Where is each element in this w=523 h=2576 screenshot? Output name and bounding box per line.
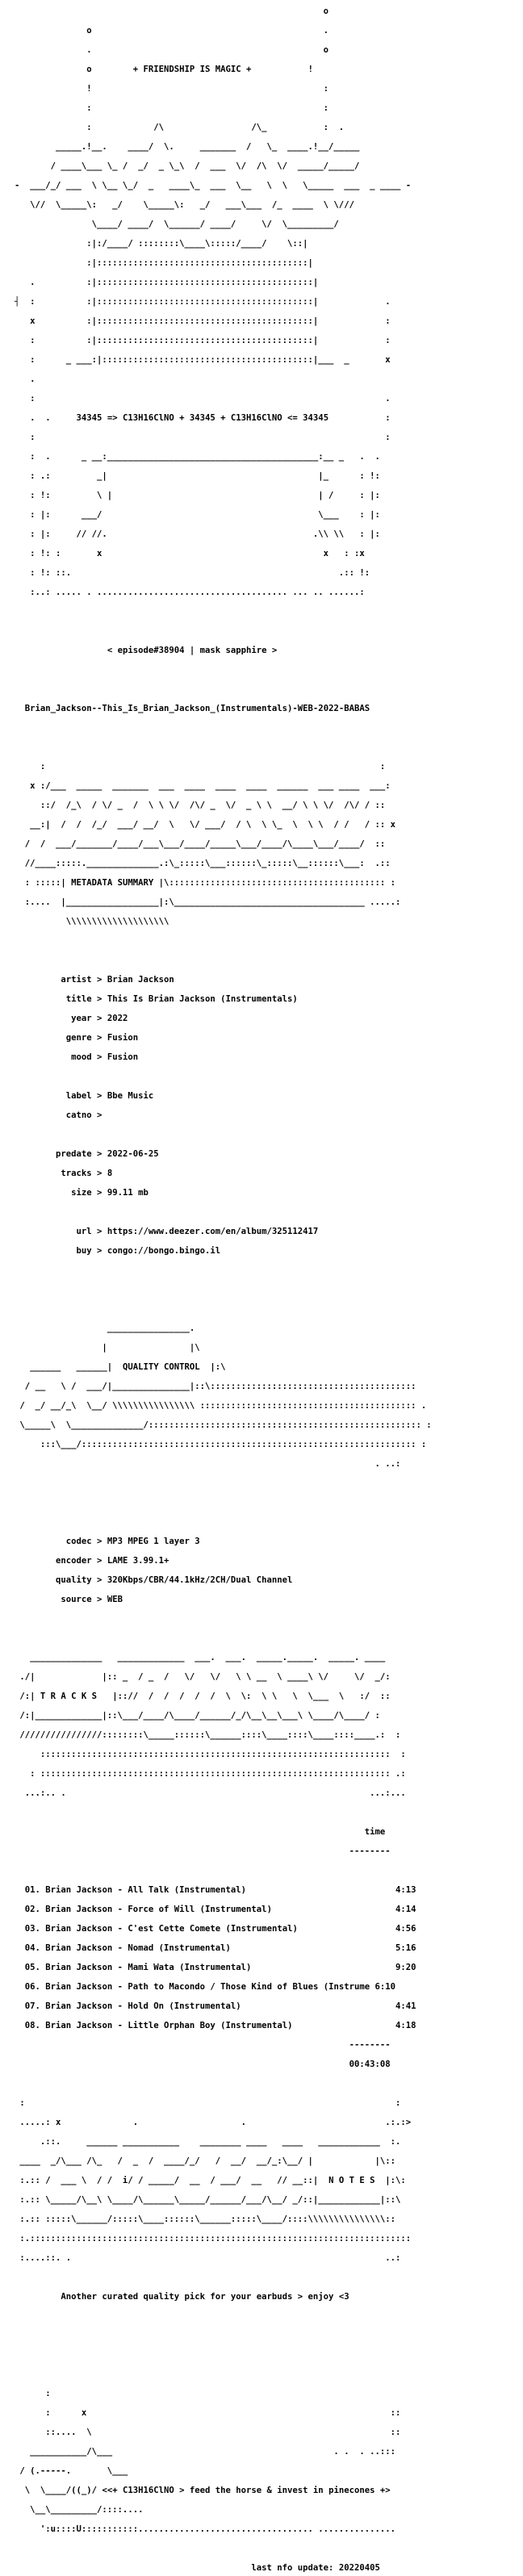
metadata-field: year > 2022 [15, 1014, 128, 1023]
ascii-art-notes-header: :.:: :::::\______/:::::\____::::::\______:::::\____/::::\\\\\\\\\\\\\\\:: [15, 2214, 395, 2224]
ascii-art-antenna-top: o [15, 6, 329, 16]
ascii-art-metadata-header: //____:::::.______________.:\_:::::\___::::::\_:::::\__::::::\___: .:: [15, 859, 391, 868]
ascii-art-notes-header: : : [15, 2098, 401, 2108]
ascii-art-logo: : /\ /\_ : . [15, 123, 345, 132]
tracks-time-header: time [364, 1827, 386, 1837]
tracks-divider: -------- [15, 2040, 391, 2050]
ascii-art-logo: : |: ___/ \___ : |: [15, 510, 380, 520]
ascii-art-logo: : . _ __:_________________________________________:__ _ . . [15, 452, 380, 462]
metadata-field: genre > Fusion [15, 1033, 139, 1043]
track-row: 07. Brian Jackson - Hold On (Instrumental) 4:41 [24, 2001, 416, 2011]
ascii-art-footer: \__\_________/::::.... [15, 2505, 144, 2515]
ascii-art-tracks-header: ______________ _____________ ___. ___. _____._____. _____. ____ [15, 1653, 386, 1662]
metadata-field: catno > [15, 1110, 107, 1120]
metadata-field: artist > Brian Jackson [15, 975, 174, 985]
ascii-art-quality-header: :::\___/::::::::::::::::::::::::::::::::::::::::::::::::::::::::::::::::: : [15, 1440, 427, 1449]
ascii-art-antenna: . o [15, 45, 329, 55]
ascii-art-logo: : . [15, 394, 391, 404]
ascii-art-quality-header: . ..: [15, 1459, 401, 1469]
ascii-art-footer: ::.... \ :: [15, 2428, 401, 2437]
notes-text: Another curated quality pick for your earbuds > enjoy <3 [61, 2292, 349, 2302]
ascii-art-notes-header: :....::. . ..: [15, 2253, 401, 2263]
ascii-art-antenna: : : [15, 103, 329, 113]
ascii-art-logo: :|:/____/ ::::::::\____\:::::/____/ \::| [15, 239, 308, 249]
ascii-art-footer: ':u::::U:::::::::::.................................. ............... [15, 2524, 395, 2534]
ascii-art-logo: \// \_____\: _/ \_____\: _/ ___\___ /_ ____ \ \/// [15, 200, 354, 210]
ascii-art-notes-header: ____ _/\___ /\_ / _ / ____/_/ / __/ __/_:\__/ | |\:: [15, 2156, 395, 2166]
ascii-art-tracks-header: ...:.. . ...:... [15, 1788, 406, 1798]
ascii-art-logo: : _ ___:|:::::::::::::::::::::::::::::::::::::::::|___ _ x [15, 355, 391, 365]
ascii-art-logo: : !: ::. .:: !: [15, 568, 370, 578]
ascii-art-tracks-header: :::::::::::::::::::::::::::::::::::::::::::::::::::::::::::::::::::: : [15, 1750, 406, 1759]
track-row: 01. Brian Jackson - All Talk (Instrumental) 4:13 [24, 1885, 416, 1895]
release-name: Brian_Jackson--This_Is_Brian_Jackson_(Instrumentals)-WEB-2022-BABAS [24, 704, 370, 713]
ascii-art-metadata-header: \\\\\\\\\\\\\\\\\\\\ [15, 917, 169, 926]
ascii-art-logo: \____/ ____/ \______/ ____/ \/ \_________/ [15, 220, 339, 229]
last-update: last nfo update: 20220405 [251, 2563, 380, 2573]
ascii-art-metadata-header: / / ___/_______/____/___\___/____/_____\___/____/\____\___/____/ :: [15, 839, 386, 849]
track-row: 08. Brian Jackson - Little Orphan Boy (Instrumental) 4:18 [24, 2021, 416, 2030]
ascii-art-quality-header: / __ \ / ___/|_______________|::\:::::::::::::::::::::::::::::::::::::::: [15, 1382, 416, 1391]
metadata-field: title > This Is Brian Jackson (Instrumentals) [15, 994, 298, 1004]
metadata-field: predate > 2022-06-25 [15, 1149, 159, 1159]
metadata-field: mood > Fusion [15, 1052, 139, 1062]
ascii-art-logo: :..: ..... . ..................................... ... .. ......: [15, 588, 365, 597]
episode-line: < episode#38904 | mask sapphire > [107, 646, 278, 655]
tracks-divider: -------- [15, 1846, 391, 1856]
ascii-art-antenna: o . [15, 26, 329, 36]
ascii-art-logo: ┤ : :|::::::::::::::::::::::::::::::::::::::::::| . [15, 297, 391, 307]
ascii-art-logo: : !: : x x : :x [15, 549, 365, 558]
footer-tagline: <<+ C13H16ClNO > feed the horse & invest in pinecones +> [102, 2486, 391, 2495]
ascii-art-logo: . [15, 374, 36, 384]
ascii-art-footer: : [15, 2389, 51, 2398]
ascii-art-tracks-header: : :::::::::::::::::::::::::::::::::::::::::::::::::::::::::::::::::::: .: [15, 1769, 406, 1779]
ascii-art-metadata-header: ::/ /_\ / \/ _ / \ \ \/ /\/ _ \/ _ \ \ __/ \ \ \/ /\/ / :: [15, 801, 386, 810]
ascii-art-logo: : |: // //. .\\ \\ : |: [15, 529, 380, 539]
ascii-art-notes-header: :.:::::::::::::::::::::::::::::::::::::::::::::::::::::::::::::::::::::::::: [15, 2234, 412, 2244]
ascii-art-notes-header: .....: x . . .:.:> [15, 2118, 412, 2127]
metadata-section-title: METADATA SUMMARY [71, 878, 154, 888]
track-row: 02. Brian Jackson - Force of Will (Instrumental) 4:14 [24, 1905, 416, 1914]
ascii-art-logo: / ____\___ \_ / _/ _ \_\ / ___ \/ /\ \/ _____/_____/ [15, 161, 360, 171]
nfo-document: o o . . o o + FRIENDSHIP IS MAGIC + ! ! : : : : /\ /\_ : . _____.!__. ____/ \. _______ / \_ ____.!__/_____ / ____\___ \_ / _/ _ \_\ / ___ \/ /\ \/ _____/_____/ - ___/_/ ___ \ \__ \_/ _ ____\_ ___ \__ \ \ \_____ ___ _ ____ - \// \_____\: _/ \_____\: _/ ___\___ /_ ____ \ \/// \____/ ____/ \______/ ____/ \/ \_________/ :|:/____/ ::::::::\____\:::::/____/ \::| :|:::::::::::::::::::::::::::::::::::::::::| . :|::::::::::::::::::::::::::::::::::::::::::| ┤ : :|::::::::::::::::::::::::::::::::::::::::::| . x :|::::::::::::::::::::::::::::::::::::::::::| : : :|::::::::::::::::::::::::::::::::::::::::::| : : _ ___:|:::::::::::::::::::::::::::::::::::::::::|___ _ x . : . . . 34345 => C13H16ClNO + 34345 + C13H16ClNO <= 34345 : : : : . _ __:_________________________________________:__ _ . . : .: _| |_ : !: : !: \ | | / : |: : |: ___/ \___ : |: : |: // //. .\\ \\ : |: : !: : x x : :x : !: ::. .:: !: :..: ..... . ..................................... ... .. ......: < episode#38904 | mask sapphire > Brian_Jackson--This_Is_Brian_Jackson_(Instrumentals)-WEB-2022-BABAS : : x :/___ _____ _______ ___ ____ ____ ____ ______ ___ ____ ___: ::/ /_\ / \/ _ / \ \ \/ /\/ _ \/ _ \ \ __/ \ \ \/ /\/ / :: __:| / / /_/ ___/ __/ \ \/ ___/ / \ \ \_ \ \ \ / / / :: x / / ___/_______/____/___\___/____/_____\___/____/\____\___/____/ :: //____:::::.______________.:\_:::::\___::::::\_:::::\__::::::\___: .:: : :::::| METADATA SUMMARY |\:::::::::::::::::::::::::::::::::::::::::: : :.... |__________________|:\_____________________________________ .....: \\\\\\\\\\\\\\\\\\\\ artist > Brian Jackson title > This Is Brian Jackson (Instrumentals) year > 2022 genre > Fusion mood > Fusion label > Bbe Music catno > predate > 2022-06-25 tracks > 8 size > 99.11 mb url > https://www.deezer.com/en/album/325112417 buy > congo://bongo.bingo.il ________________. | |\ ______ ______| QUALITY CONTROL |:\ / __ \ / ___/|_______________|::\:::::::::::::::::::::::::::::::::::::::: / _/ __/_\ \__/ \\\\\\\\\\\\\\\\ :::::::::::::::::::::::::::::::::::::::::: . \_____\ \______________/::::::::::::::::::::::::::::::::::::::::::::::::::::: : :::\___/::::::::::::::::::::::::::::::::::::::::::::::::::::::::::::::::: : . ..: codec > MP3 MPEG 1 layer 3 encoder > LAME 3.99.1+ quality > 320Kbps/CBR/44.1kHz/2CH/Dual Channel source > WEB ______________ _____________ ___. ___. _____._____. _____. ____ ./| |:: _ / _ / \/ \/ \ \ __ \ ____\ \/ \/ _/: /:| T R A C K S |::// / / / / / \ \: \ \ \ \___ \ :/ :: /:|_____________|::\___/____/\____/______/_/\__\__\___\ \____/\____/ : ////////////////::::::::\_____::::::\______::::\____::::\____::::____.: : :::::::::::::::::::::::::::::::::::::::::::::::::::::::::::::::::::: : : :::::::::::::::::::::::::::::::::::::::::::::::::::::::::::::::::::: .: ...:.. . ...:... time -------- 01. Brian Jackson - All Talk (Instrumental) 4:13 02. Brian Jackson - Force of Will (Instrumental) 4:14 03. Brian Jackson - C'est Cette Comete (Instrumental) 4:56 04. Brian Jackson - Nomad (Instrumental) 5:16 05. Brian Jackson - Mami Wata (Instrumental) 9:20 06. Brian Jackson - Path to Macondo / Those Kind of Blues (Instrume 6:10 07. Brian Jackson - Hold On (Instrumental) 4:41 08. Brian Jackson - Little Orphan Boy (Instrumental) 4:18 -------- 00:43:08 : : .....: x . . .:.:> .::. ______ ___________ ________ ____ ____ ____________ :. ____ _/\___ /\_ / _ / ____/_/ / __/ __/_:\__/ | |\:: :.:: / ___ \ / / i/ / _____/ __ / ___/ __ // __::| N O T E S |:\: :.:: \_____/\__\ \____/\______\_____/______/___/\__/ _/::|____________|::\ :.:: :::::\______/:::::\____::::::\______:::::\____/::::\\\\\\\\\\\\\\\:: :.:::::::::::::::::::::::::::::::::::::::::::::::::::::::::::::::::::::::::: :....::. . ..: Another curated quality pick for your earbuds > enjoy <3 : : x :: ::.... \ :: ___________/\___ . . . ..::: / (.-----. \___ \ \____/((_)/ <<+ C13H16ClNO > feed the horse & invest in pinecones +> \__\_________/::::.... ':u::::U:::::::::::.................................. ............... last nfo update: 20220405 [15, 6, 515, 2576]
metadata-field: label > Bbe Music [15, 1091, 154, 1101]
metadata-field: tracks > 8 [15, 1169, 113, 1178]
ascii-art-tracks-header: ////////////////::::::::\_____::::::\______::::\____::::\____::::____.: : [15, 1730, 401, 1740]
metadata-field: size > 99.11 mb [15, 1188, 149, 1198]
ascii-art-metadata-header: x :/___ _____ _______ ___ ____ ____ ____ ______ ___ ____ ___: [15, 781, 391, 791]
friendship-banner: + FRIENDSHIP IS MAGIC + [132, 65, 252, 74]
track-row: 05. Brian Jackson - Mami Wata (Instrumental) 9:20 [24, 1963, 416, 1972]
tracks-total: 00:43:08 [349, 2060, 391, 2069]
ascii-art-metadata-header: : : [15, 762, 386, 772]
tracks-section-title: T R A C K S [40, 1692, 98, 1701]
quality-section-title: QUALITY CONTROL [122, 1362, 200, 1372]
ascii-art-tracks-header: /:|_____________|::\___/____/\____/______/_/\__\__\___\ \____/\____/ : [15, 1711, 380, 1721]
ascii-art-footer: : x :: [15, 2408, 401, 2418]
ascii-art-logo: _____.!__. ____/ \. _______ / \_ ____.!__/_____ [15, 142, 360, 152]
ascii-art-antenna: ! : [15, 84, 329, 94]
ascii-art-quality-header: | |\ [15, 1343, 200, 1353]
ascii-art-quality-header: ________________. [15, 1324, 195, 1333]
ascii-art-tracks-header: ./| |:: _ / _ / \/ \/ \ \ __ \ ____\ \/ \/ _/: [15, 1672, 391, 1682]
quality-field: quality > 320Kbps/CBR/44.1kHz/2CH/Dual Channel [15, 1575, 293, 1585]
ascii-art-logo: - ___/_/ ___ \ \__ \_/ _ ____\_ ___ \__ \ \ \_____ ___ _ ____ - [15, 181, 412, 190]
track-row: 06. Brian Jackson - Path to Macondo / Those Kind of Blues (Instrume 6:10 [24, 1982, 396, 1992]
metadata-field: url > https://www.deezer.com/en/album/325112417 [15, 1227, 319, 1236]
notes-section-title: N O T E S [328, 2176, 375, 2185]
ascii-art-notes-header: :.:: / ___ \ / / i/ / _____/ __ / ___/ __ // __::| N O T E S |:\: [15, 2176, 406, 2185]
ascii-art-logo: : .: _| |_ : !: [15, 471, 380, 481]
quality-field: codec > MP3 MPEG 1 layer 3 [15, 1537, 200, 1546]
metadata-field: buy > congo://bongo.bingo.il [15, 1246, 221, 1256]
ascii-art-metadata-header: __:| / / /_/ ___/ __/ \ \/ ___/ / \ \ \_ \ \ \ / / / :: x [15, 820, 395, 830]
ascii-art-footer: / (.-----. \___ [15, 2466, 128, 2476]
track-row: 04. Brian Jackson - Nomad (Instrumental) 5:16 [24, 1943, 416, 1953]
formula-line: 34345 => C13H16ClNO + 34345 + C13H16ClNO <= 34345 [76, 413, 329, 423]
ascii-art-logo: : : [15, 433, 391, 442]
ascii-art-notes-header: .::. ______ ___________ ________ ____ ____ ____________ :. [15, 2137, 401, 2147]
ascii-art-quality-header: / _/ __/_\ \__/ \\\\\\\\\\\\\\\\ :::::::::::::::::::::::::::::::::::::::::: . [15, 1401, 427, 1411]
quality-field: source > WEB [15, 1595, 123, 1604]
ascii-art-notes-header: :.:: \_____/\__\ \____/\______\_____/______/___/\__/ _/::|____________|::\ [15, 2195, 401, 2205]
track-row: 03. Brian Jackson - C'est Cette Comete (Instrumental) 4:56 [24, 1924, 416, 1934]
ascii-art-logo: : :|::::::::::::::::::::::::::::::::::::::::::| : [15, 336, 391, 345]
ascii-art-logo: x :|::::::::::::::::::::::::::::::::::::::::::| : [15, 316, 391, 326]
ascii-art-footer: ___________/\___ . . . ..::: [15, 2447, 395, 2457]
ascii-art-quality-header: \_____\ \______________/::::::::::::::::::::::::::::::::::::::::::::::::::::: : [15, 1420, 432, 1430]
ascii-art-metadata-header: :.... |__________________|:\_____________________________________ .....: [15, 897, 401, 907]
quality-field: encoder > LAME 3.99.1+ [15, 1556, 169, 1566]
ascii-art-logo: : !: \ | | / : |: [15, 491, 380, 500]
ascii-art-logo: :|:::::::::::::::::::::::::::::::::::::::::| [15, 258, 313, 268]
ascii-art-logo: . :|::::::::::::::::::::::::::::::::::::::::::| [15, 278, 319, 287]
